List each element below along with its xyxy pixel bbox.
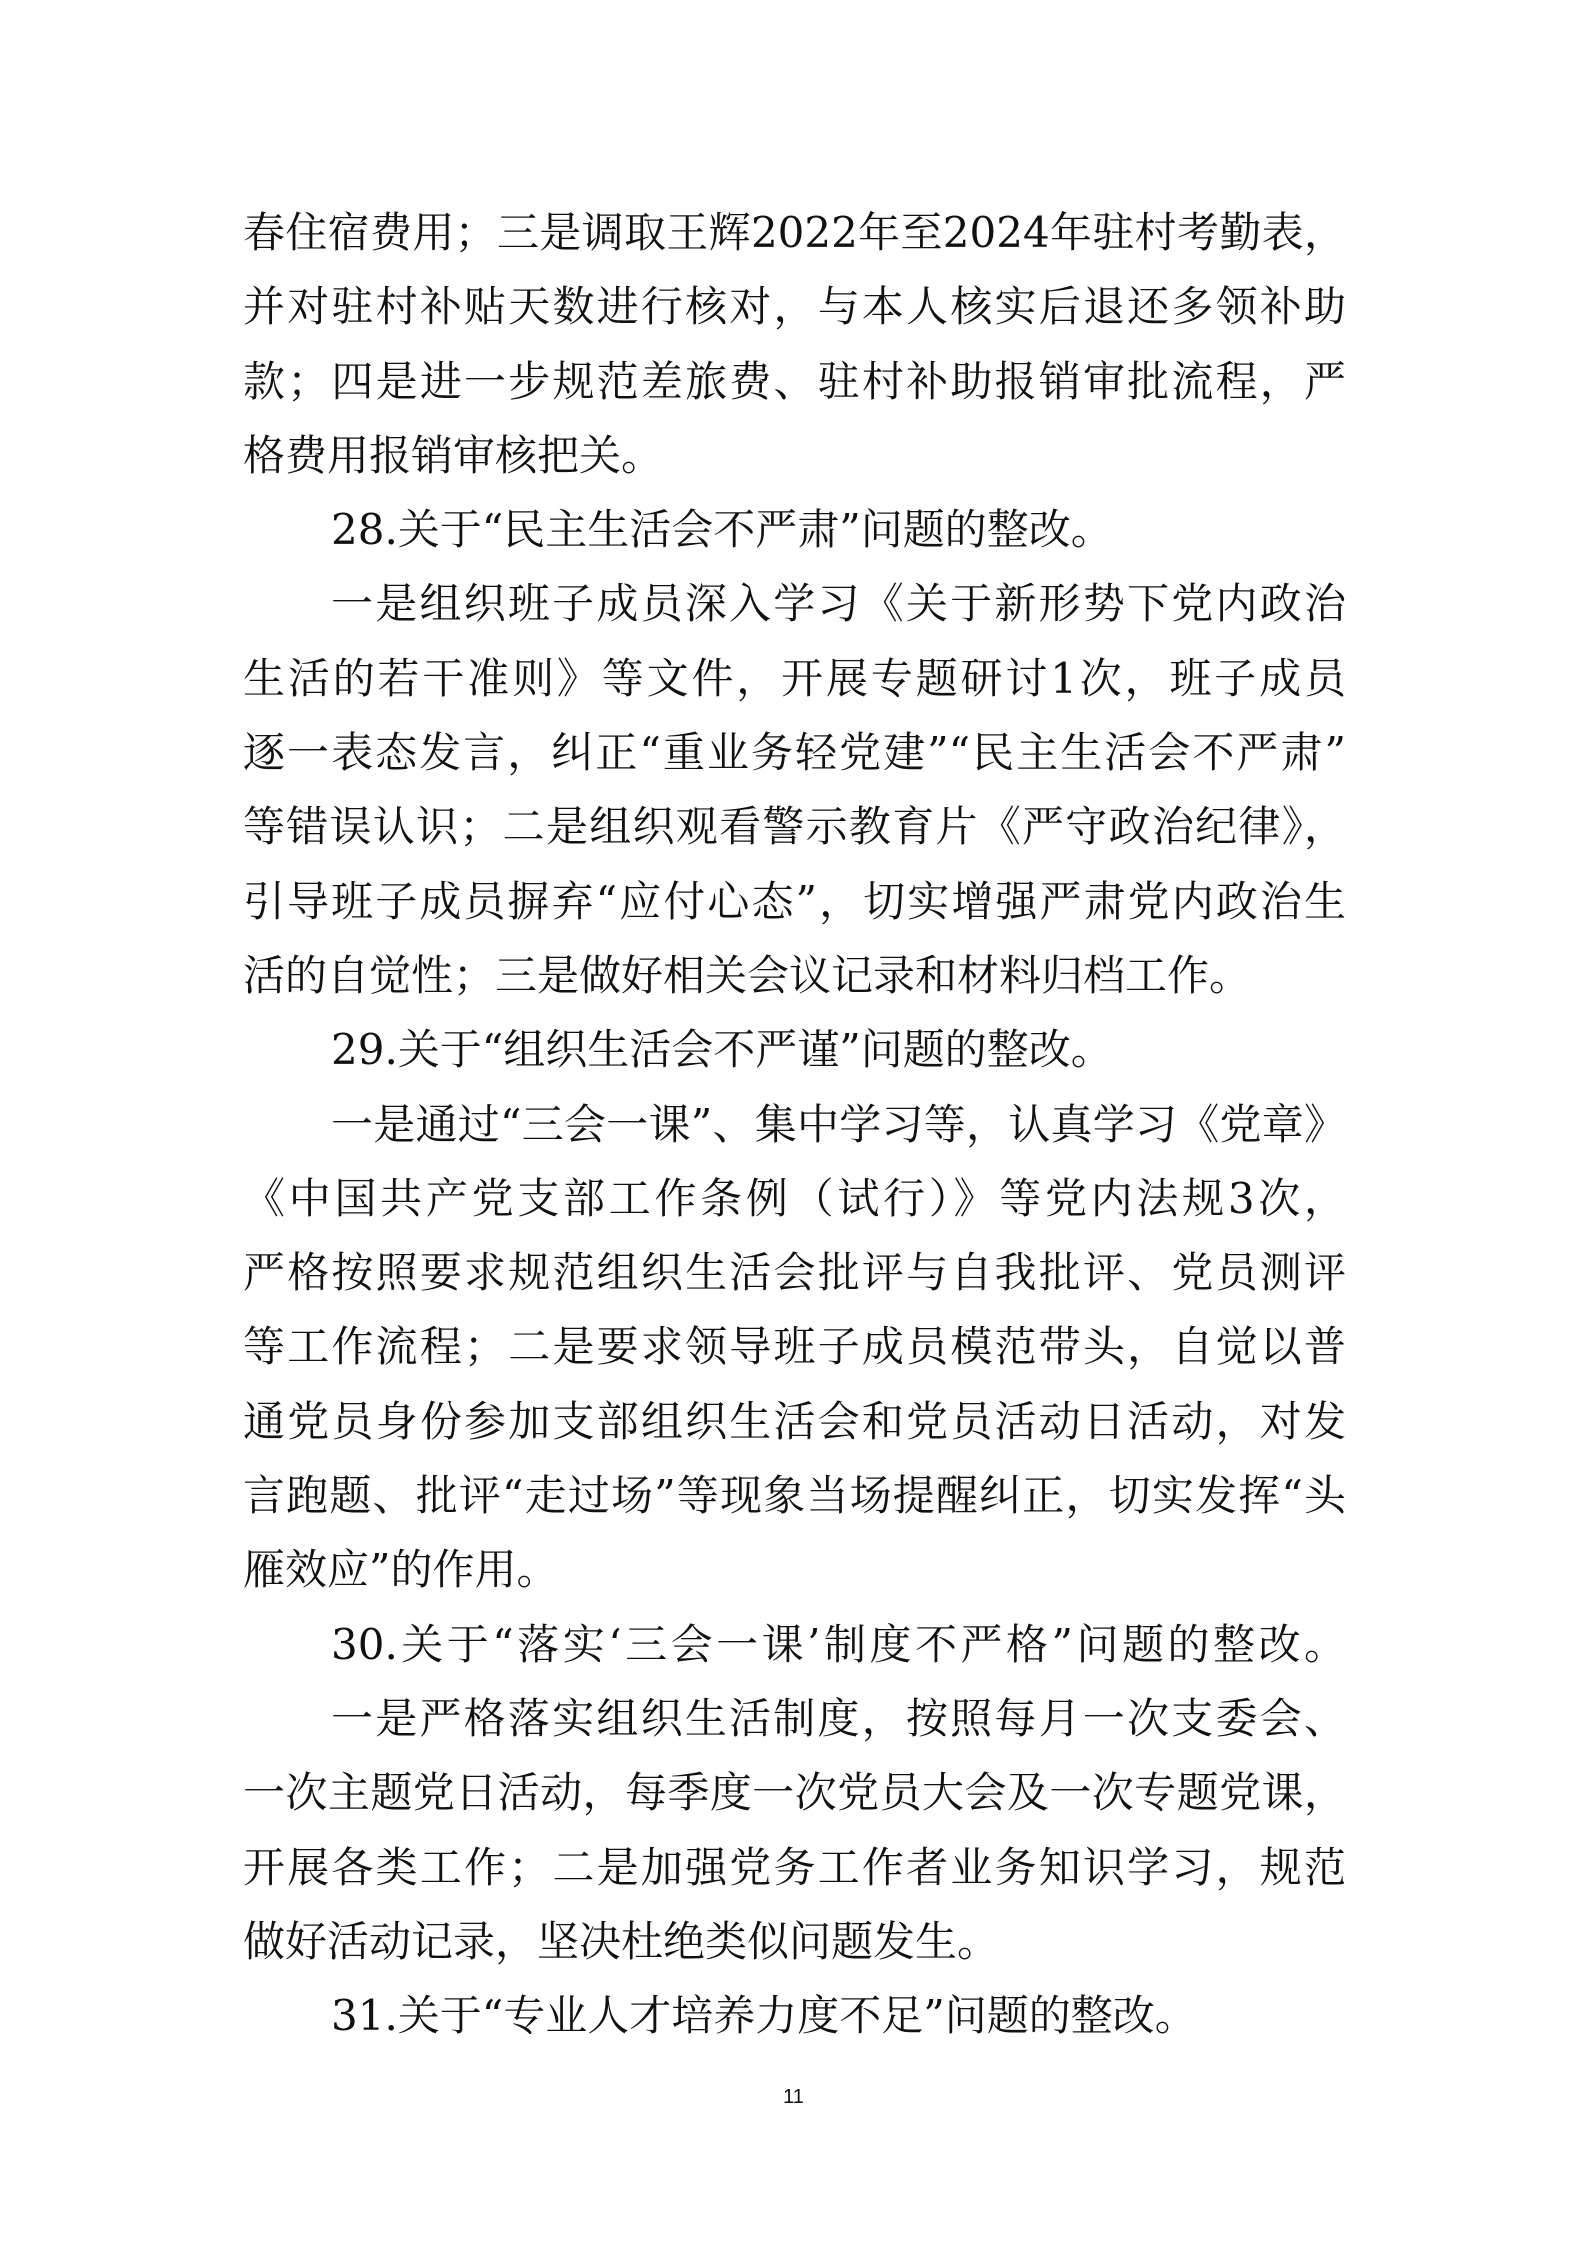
text-line: 言跑题、批评“走过场”等现象当场提醒纠正，切实发挥“头	[243, 1471, 1346, 1521]
text-line: 雁效应”的作用。	[243, 1545, 559, 1595]
text-line: 一是组织班子成员深入学习《关于新形势下党内政治	[331, 579, 1346, 629]
text-line: 30.关于“落实‘三会一课’制度不严格”问题的整改。	[331, 1619, 1346, 1669]
text-line: 严格按照要求规范组织生活会批评与自我批评、党员测评	[243, 1248, 1346, 1298]
text-line: 28.关于“民主生活会不严肃”问题的整改。	[331, 505, 1113, 555]
text-line: 31.关于“专业人才培养力度不足”问题的整改。	[331, 1991, 1197, 2041]
text-line: 逐一表态发言，纠正“重业务轻党建”“民主生活会不严肃”	[243, 728, 1346, 778]
text-line: 一是严格落实组织生活制度，按照每月一次支委会、	[331, 1693, 1346, 1743]
text-line: 并对驻村补贴天数进行核对，与本人核实后退还多领补助	[243, 282, 1346, 332]
text-line: 格费用报销审核把关。	[243, 430, 664, 480]
text-line: 引导班子成员摒弃“应付心态”，切实增强严肃党内政治生	[243, 876, 1346, 926]
text-line: 春住宿费用；三是调取王辉2022年至2024年驻村考勤表，	[243, 208, 1346, 257]
text-line: 一次主题党日活动，每季度一次党员大会及一次专题党课，	[243, 1768, 1346, 1818]
text-line: 生活的若干准则》等文件，开展专题研讨1次，班子成员	[243, 653, 1346, 703]
text-line: 等工作流程；二是要求领导班子成员模范带头，自觉以普	[243, 1322, 1346, 1372]
text-line: 一是通过“三会一课”、集中学习等，认真学习《党章》	[331, 1099, 1346, 1149]
page-number: 11	[783, 2086, 804, 2108]
text-line: 款；四是进一步规范差旅费、驻村补助报销审批流程，严	[243, 356, 1346, 406]
text-line: 做好活动记录，坚决杜绝类似问题发生。	[243, 1916, 1000, 1966]
text-line: 等错误认识；二是组织观看警示教育片《严守政治纪律》，	[243, 802, 1346, 852]
text-line: 活的自觉性；三是做好相关会议记录和材料归档工作。	[243, 950, 1252, 1000]
text-line: 开展各类工作；二是加强党务工作者业务知识学习，规范	[243, 1842, 1346, 1892]
text-line: 通党员身份参加支部组织生活会和党员活动日活动，对发	[243, 1396, 1346, 1446]
document-body	[243, 196, 1346, 2053]
text-line: 29.关于“组织生活会不严谨”问题的整改。	[331, 1025, 1113, 1075]
text-line: 《中国共产党支部工作条例（试行）》等党内法规3次，	[243, 1173, 1346, 1223]
